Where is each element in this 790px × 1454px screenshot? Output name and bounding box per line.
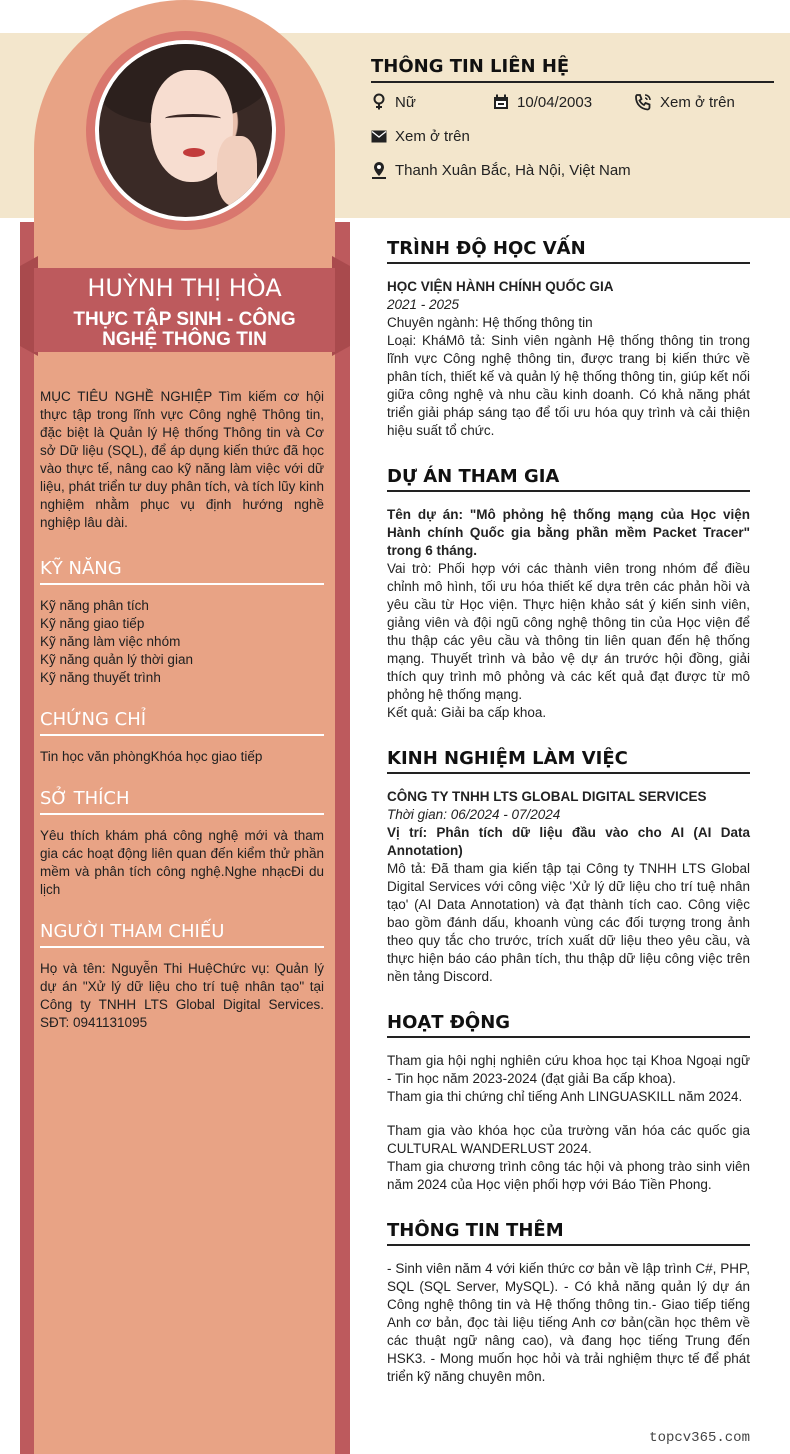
additional-text: - Sinh viên năm 4 với kiến thức cơ bản về lập trình C#, PHP, SQL (SQL Server, MySQL). - Có khả năng quản lý dự án Công nghệ thông tin và Hệ thống thông tin.- Giao tiếp tiếng Anh cơ bản, đọc tài liệu tiếng Anh cơ bản(cần học thêm về các thuật ngữ nâng cao), và đang học tiếng Trung đến HSK3. - Mong muốn học hỏi và trải nghiệm thực tế để phát triển kỹ năng chuyên môn.: [387, 1261, 750, 1384]
activity-item: Tham gia hội nghị nghiên cứu khoa học tại Khoa Ngoại ngữ - Tin học năm 2023-2024 (đạt giải Ba cấp khoa).: [387, 1053, 750, 1086]
skill-item: Kỹ năng thuyết trình: [40, 670, 161, 685]
school-name: HỌC VIỆN HÀNH CHÍNH QUỐC GIA: [387, 279, 614, 294]
experience-heading: KINH NGHIỆM LÀM VIỆC: [387, 748, 750, 774]
certificates-heading: CHỨNG CHỈ: [40, 709, 324, 736]
contact-row: [371, 119, 774, 153]
avatar: [95, 40, 276, 221]
education-description: Loại: KháMô tả: Sinh viên ngành Hệ thống thông tin trong lĩnh vực Công nghệ thông tin, được trang bị kiến thức về phân tích, thiết kế và quản lý hệ thống thông tin, giúp kết nối giữa công nghệ và nhu cầu kinh doanh. Có khả năng phát triển giải pháp sáng tạo để tối ưu hóa quy trình và cải thiện hiệu suất tổ chức.: [387, 333, 750, 438]
project-name: Tên dự án: "Mô phỏng hệ thống mạng của Học viện Hành chính Quốc gia bằng phần mềm Packet Tracer" trong 6 tháng.: [387, 507, 750, 558]
location-icon: [371, 161, 387, 179]
experience-position: Vị trí: Phân tích dữ liệu đầu vào cho AI (AI Data Annotation): [387, 825, 750, 858]
skills-heading: KỸ NĂNG: [40, 558, 324, 585]
project-role: Vai trò: Phối hợp với các thành viên trong nhóm để điều chỉnh mô hình, tối ưu hóa thiết kế dựa trên các phản hồi và yêu cầu từ Học viện. Thực hiện khảo sát ý kiến sinh viên, giảng viên và đội ngũ công nghệ thông tin của Học viện để thu thập các yêu cầu và thông tin liên quan đến hệ thống mạng. Thuyết trình và bảo vệ dự án trước hội đồng, giải thích quy trình mô phỏng và các kết quả đạt được từ mô phỏng hệ thống mạng.: [387, 561, 750, 702]
candidate-title: THỰC TẬP SINH - CÔNG NGHỆ THÔNG TIN: [73, 309, 296, 350]
birthday-value: 10/04/2003: [517, 93, 593, 111]
projects-heading: DỰ ÁN THAM GIA: [387, 466, 750, 492]
phone-icon: [634, 93, 652, 111]
gender-value: Nữ: [395, 93, 416, 111]
watermark: topcv365.com: [649, 1430, 750, 1446]
email-value: Xem ở trên: [395, 127, 470, 145]
additional-heading: THÔNG TIN THÊM: [387, 1220, 750, 1246]
birthday-item: [493, 94, 634, 111]
avatar-eyes: [165, 114, 221, 123]
references-text: Họ và tên: Nguyễn Thi HuệChức vụ: Quản lý dự án "Xử lý dữ liệu cho trí tuệ nhân tạo" tại Công ty TNHH LTS Global Digital Services. SĐT: 0941131095: [40, 961, 324, 1030]
education-period: 2021 - 2025: [387, 297, 460, 312]
skill-item: Kỹ năng làm việc nhóm: [40, 634, 181, 649]
main-content: [387, 238, 750, 1386]
avatar-photo: [99, 44, 272, 217]
skill-item: Kỹ năng phân tích: [40, 598, 149, 613]
phone-value: Xem ở trên: [660, 93, 735, 111]
activity-item: Tham gia chương trình công tác hội và phong trào sinh viên năm 2024 của Học viện phối hợp với Báo Tiền Phong.: [387, 1159, 750, 1192]
gender-item: [371, 93, 493, 111]
avatar-hand: [217, 136, 257, 206]
certificates-text: Tin học văn phòngKhóa học giao tiếp: [40, 749, 263, 764]
career-objective: MỤC TIÊU NGHỀ NGHIỆP Tìm kiếm cơ hội thực tập trong lĩnh vực Công nghệ Thông tin, đặc biệt là Quản lý Hệ thống Thông tin và Cơ sở Dữ liệu (SQL), để áp dụng kiến thức đã học vào thực tế, nâng cao kỹ năng làm việc với dữ liệu, phát triển tư duy phân tích, và tích lũy kinh nghiệm nhằm phục vụ định hướng nghề nghiệp lâu dài.: [40, 389, 324, 530]
calendar-icon: [493, 94, 509, 110]
references-heading: NGƯỜI THAM CHIẾU: [40, 921, 324, 948]
skill-item: Kỹ năng quản lý thời gian: [40, 652, 193, 667]
project-result: Kết quả: Giải ba cấp khoa.: [387, 705, 547, 720]
activity-item: Tham gia vào khóa học của trường văn hóa các quốc gia CULTURAL WANDERLUST 2024.: [387, 1123, 750, 1156]
hobbies-heading: SỞ THÍCH: [40, 788, 324, 815]
hobbies-text: Yêu thích khám phá công nghệ mới và tham gia các hoạt động liên quan đến kiểm thử phần mềm và phân tích công nghệ.Nghe nhạcĐi du lịch: [40, 828, 324, 897]
email-item: [371, 128, 470, 145]
contact-section: [371, 56, 774, 187]
address-item: [371, 161, 631, 179]
contact-row: [371, 85, 774, 119]
name-ribbon: [34, 268, 335, 352]
gender-icon: [371, 93, 387, 111]
phone-item: [634, 93, 735, 111]
skill-item: Kỹ năng giao tiếp: [40, 616, 145, 631]
education-heading: TRÌNH ĐỘ HỌC VẤN: [387, 238, 750, 264]
education-major: Chuyên ngành: Hệ thống thông tin: [387, 315, 593, 330]
email-icon: [371, 130, 387, 143]
contact-heading: THÔNG TIN LIÊN HỆ: [371, 56, 774, 83]
experience-period: Thời gian: 06/2024 - 07/2024: [387, 807, 561, 822]
candidate-name: HUỲNH THỊ HÒA: [87, 274, 282, 302]
address-value: Thanh Xuân Bắc, Hà Nội, Việt Nam: [395, 161, 631, 179]
contact-row: [371, 153, 774, 187]
left-content: [40, 388, 324, 1032]
experience-description: Mô tả: Đã tham gia kiến tập tại Công ty TNHH LTS Global Digital Services với công việc 'Xử lý dữ liệu cho trí tuệ nhân tạo' (AI Data Annotation) và đạt thành tích cao. Công việc bao gồm đánh dấu, khoanh vùng các đối tượng trong ảnh theo quy tắc cho trước, trích xuất dữ liệu theo yêu cầu, và thực hiện báo cáo phân tích, thu thập dữ liệu công việc trên nền tảng Discord.: [387, 861, 750, 984]
company-name: CÔNG TY TNHH LTS GLOBAL DIGITAL SERVICES: [387, 789, 707, 804]
activities-heading: HOẠT ĐỘNG: [387, 1012, 750, 1038]
activity-item: Tham gia thi chứng chỉ tiếng Anh LINGUASKILL năm 2024.: [387, 1089, 743, 1104]
avatar-lips: [183, 148, 205, 157]
